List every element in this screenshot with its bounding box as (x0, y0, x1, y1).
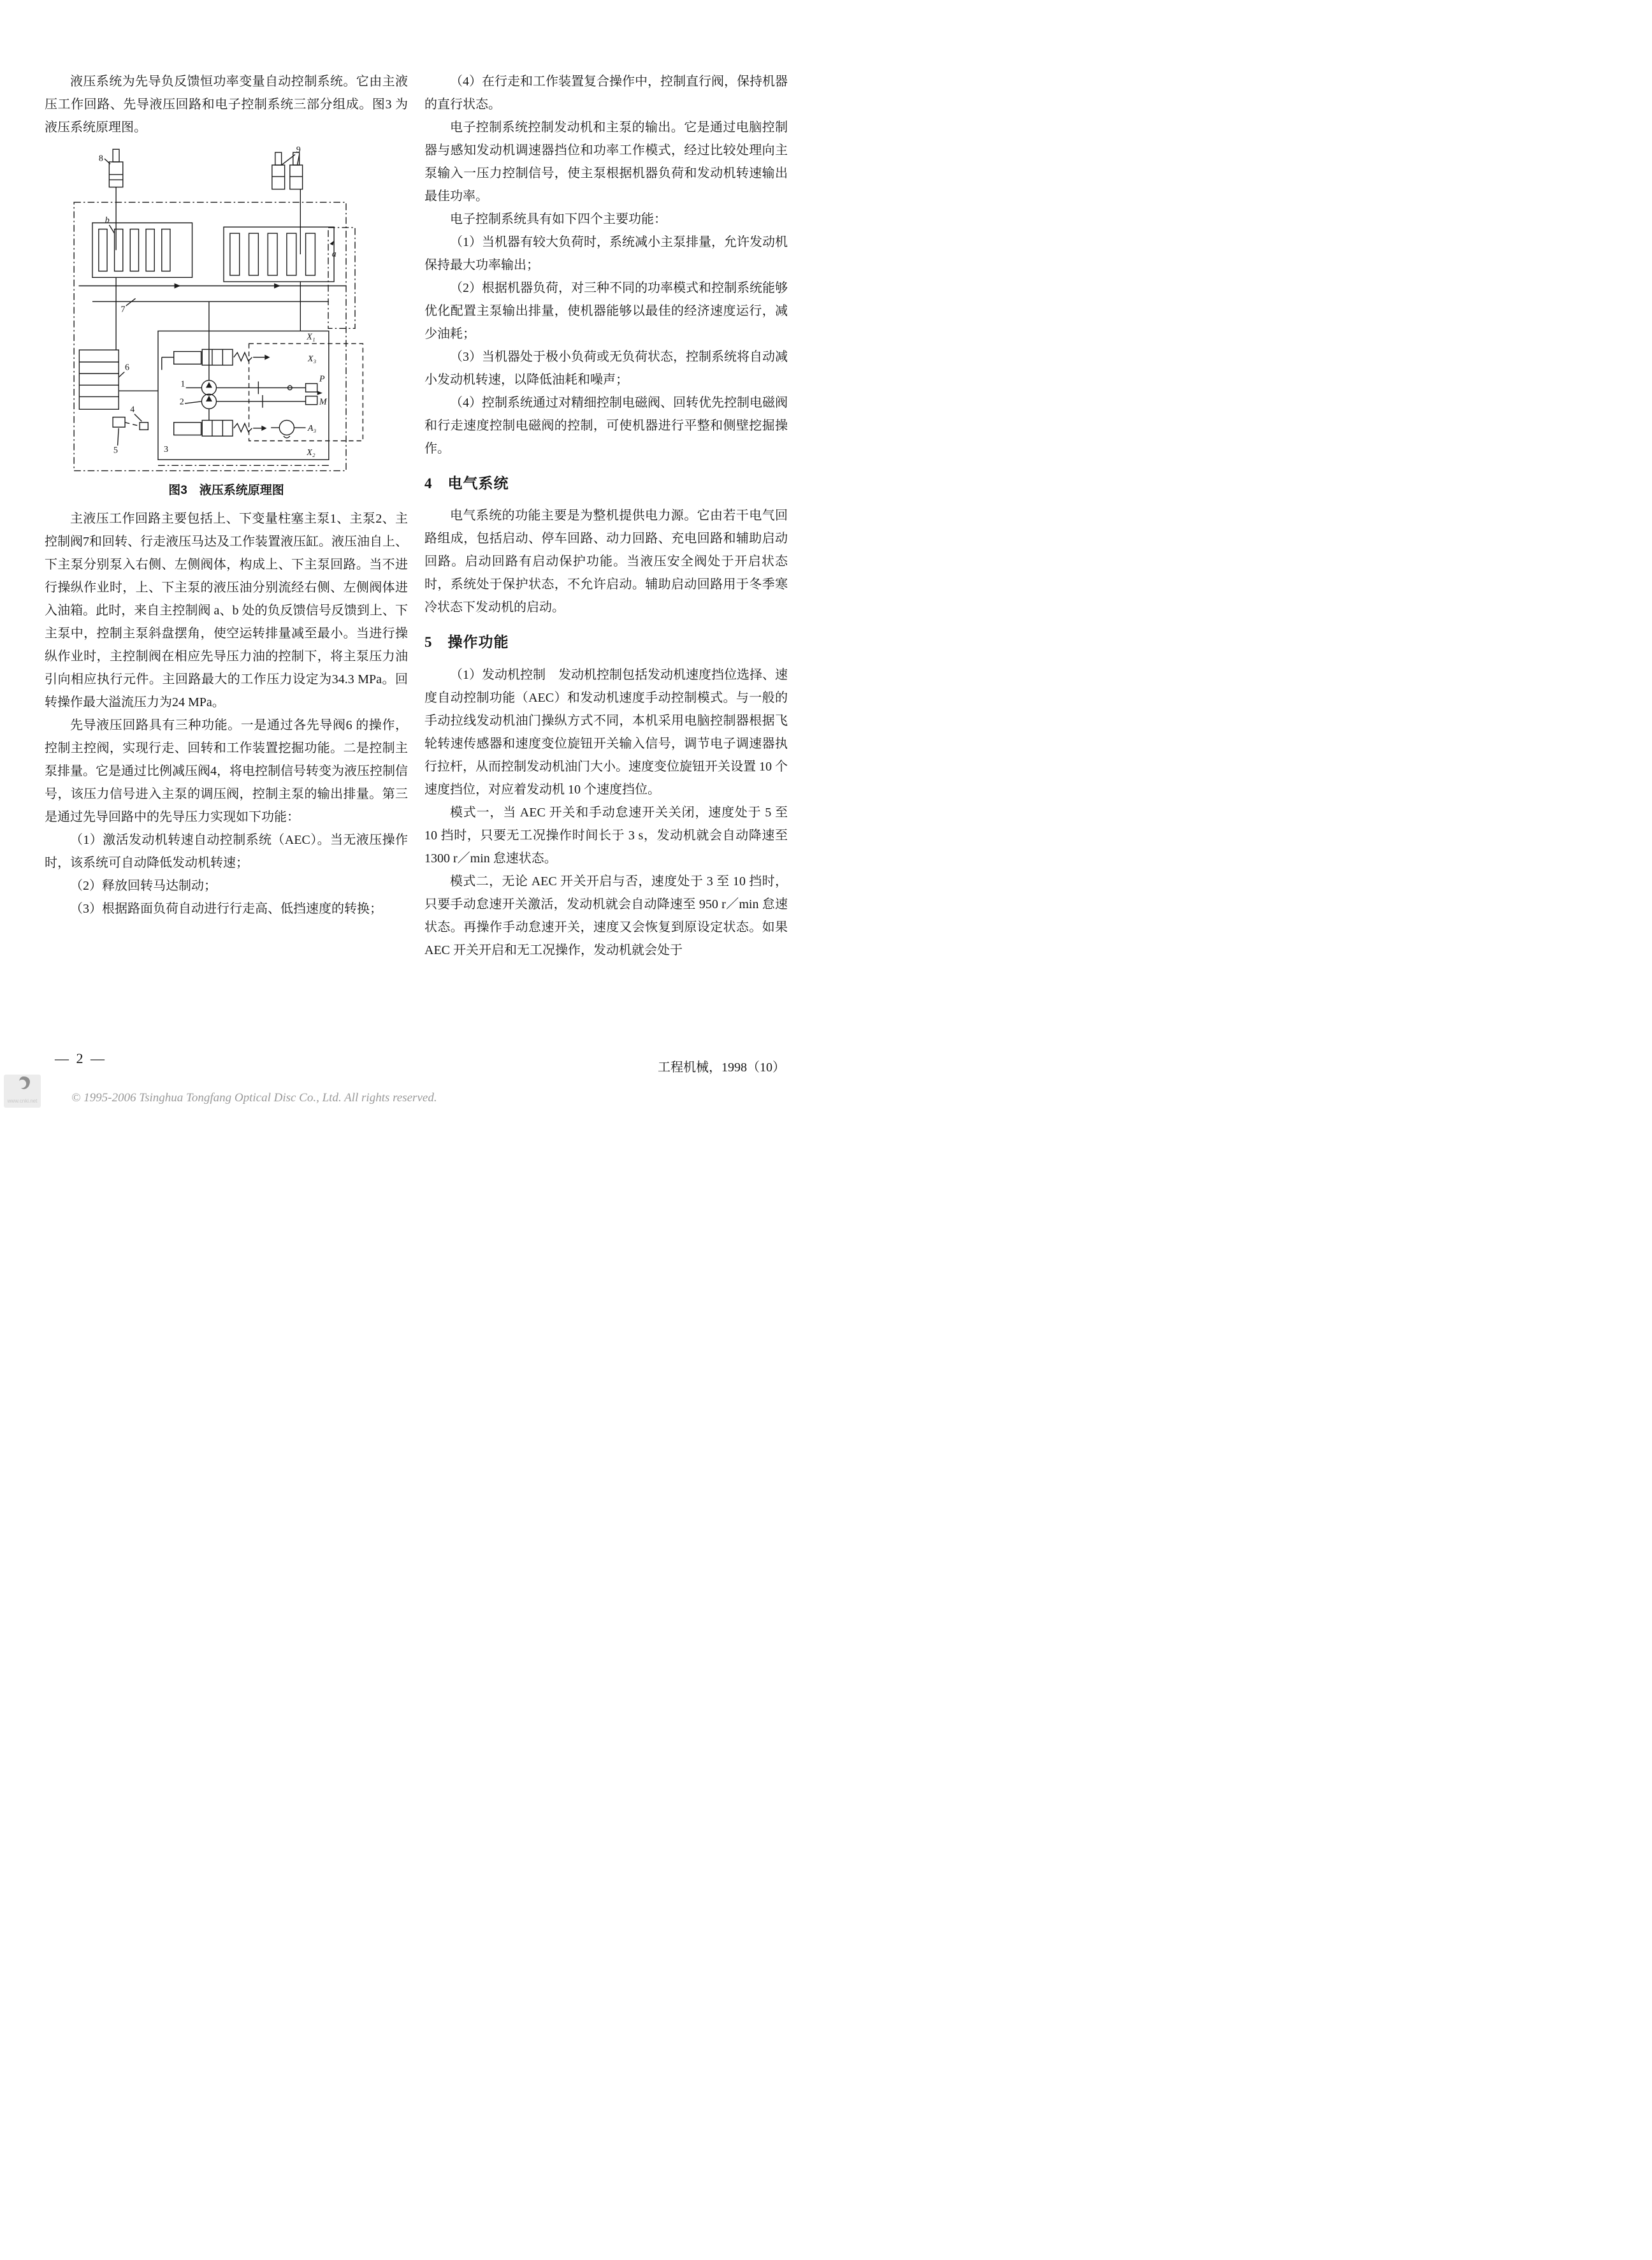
figure-label-x1: X₁ (307, 332, 315, 342)
proportional-valve-4 (140, 423, 148, 430)
paragraph: （1）发动机控制 发动机控制包括发动机速度挡位选择、速度自动控制功能（AEC）和发动机速度手动控制模式。与一般的手动拉线发动机油门操纵方式不同，本机采用电脑控制器根据飞轮转速传感器和速度变位旋钮开关输入信号，调节电子调速器执行拉杆，从而控制发动机油门大小。速度变位旋钮开关设置 10 个速度挡位，对应着发动机 10 个速度挡位。 (424, 667, 788, 797)
paragraph: 主液压工作回路主要包括上、下变量柱塞主泵1、主泵2、主控制阀7和回转、行走液压马达及工作装置液压缸。液压油自上、下主泵分别泵入右侧、左侧阀体，构成上、下主泵回路。当不进行操纵作业时，上、下主泵的液压油分别流经右侧、左侧阀体进入油箱。此时，来自主控制阀 a、b 处的负反馈信号反馈到上、下主泵中，控制主泵斜盘摆角，使空运转排量减至最小。当进行操纵作业时，主控制阀在相应先导压力油的控制下，将主泵压力油引向相应执行元件。主回路最大的工作压力设定为34.3 MPa。回转操作最大溢流压力为24 MPa。 (45, 511, 408, 709)
figure-label-x3: X₃ (307, 354, 317, 365)
pilot-valve-9a-body (272, 165, 285, 189)
paragraph: 液压系统为先导负反馈恒功率变量自动控制系统。它由主液压工作回路、先导液压回路和电子控制系统三部分组成。图3 为液压系统原理图。 (45, 75, 408, 134)
figure-label-a3: A₃ (307, 423, 317, 433)
figure-caption: 图3 液压系统原理图 (168, 484, 284, 498)
two-column-layout (45, 70, 788, 962)
section-heading-5: 5 操作功能 (424, 634, 509, 651)
figure-label-3: 3 (164, 444, 169, 454)
pilot-valve-8-stem (113, 149, 119, 162)
pilot-pump (279, 420, 294, 435)
figure-label-2: 2 (179, 397, 184, 407)
figure-label-5: 5 (113, 445, 118, 456)
figure-label-1: 1 (180, 379, 185, 389)
list-item: （4）在行走和工作装置复合操作中，控制直行阀，保持机器的直行状态。 (424, 75, 788, 112)
controller-box-5 (113, 417, 125, 428)
flow-arrow (175, 283, 181, 288)
arrow (264, 354, 270, 359)
pilot-valve-9b-body (290, 165, 303, 189)
list-item: （3）当机器处于极小负荷或无负荷状态，控制系统将自动减小发动机转速，以降低油耗和噪声； (424, 350, 788, 387)
paragraph: 模式一，当 AEC 开关和手动怠速开关关闭，速度处于 5 至 10 挡时，只要无工况操作时间长于 3 s，发动机就会自动降速至 1300 r／min 怠速状态。 (424, 805, 788, 866)
figure-label-b: b (105, 215, 110, 226)
port-m-box (306, 396, 317, 405)
drain (284, 436, 290, 438)
list-item: （3）根据路面负荷自动进行行走高、低挡速度的转换； (70, 901, 382, 916)
figure-label-4: 4 (130, 405, 135, 415)
figure-label-8: 8 (98, 154, 103, 164)
copyright-notice: © 1995-2006 Tsinghua Tongfang Optical Disc Co., Ltd. All rights reserved. (71, 1091, 437, 1105)
list-item: （2）释放回转马达制动； (70, 878, 217, 893)
paragraph: 模式二，无论 AEC 开关开启与否，速度处于 3 至 10 挡时，只要手动怠速开关激活，发动机就会自动降速至 950 r／min 怠速状态。再操作手动怠速开关，速度又会恢复到原设定状态。如果 AEC 开关开启和无工况操作，发动机就会处于 (424, 874, 788, 957)
arrow (330, 241, 334, 245)
figure-label-a: a (331, 249, 337, 259)
figure-3 (45, 144, 408, 502)
journal-reference: 工程机械，1998（10） (658, 1061, 785, 1075)
list-item: （1）激活发动机转速自动控制系统（AEC）。当无液压操作时，该系统可自动降低发动机转速； (45, 832, 408, 870)
pilot-valve-9a-stem (275, 152, 282, 165)
figure-label-6: 6 (125, 363, 130, 373)
paragraph: 电子控制系统具有如下四个主要功能： (450, 212, 667, 226)
figure-label-m: M (319, 397, 327, 407)
figure-label-7: 7 (120, 305, 126, 315)
paragraph: 电气系统的功能主要是为整机提供电力源。它由若干电气回路组成，包括启动、停车回路、动力回路、充电回路和辅助启动回路。启动回路有启动保护功能。当液压安全阀处于开启状态时，系统处于保护状态，不允许启动。辅助启动回路用于冬季寒冷状态下发动机的启动。 (424, 509, 788, 615)
tank-block (79, 350, 119, 409)
right-column (424, 70, 788, 962)
left-column (45, 70, 408, 962)
list-item: （4）控制系统通过对精细控制电磁阀、回转优先控制电磁阀和行走速度控制电磁阀的控制，可使机器进行平整和侧壁挖掘操作。 (424, 396, 788, 456)
figure-label-x2: X₂ (307, 447, 315, 458)
scanned-journal-page (0, 0, 826, 1130)
page-number: — 2 — (55, 1050, 106, 1066)
flow-arrow (274, 283, 280, 288)
figure-label-p: P (319, 374, 325, 384)
hydraulic-schematic (71, 144, 376, 477)
paragraph: 先导液压回路具有三种功能。一是通过各先导阀6 的操作，控制主控阀，实现行走、回转和工作装置挖掘功能。二是控制主泵排量。它是通过比例减压阀4，将电控制信号转变为液压控制信号，该压力信号进入主泵的调压阀，控制主泵的输出排量。第三是通过先导回路中的先导压力实现如下功能： (45, 718, 408, 824)
cnki-swirl-icon (10, 1075, 35, 1096)
paragraph: 电子控制系统控制发动机和主泵的输出。它是通过电脑控制器与感知发动机调速器挡位和功率工作模式，经过比较处理向主泵输入一压力控制信号，使主泵根据机器负荷和发动机转速输出最佳功率。 (424, 120, 788, 203)
cnki-logo (4, 1075, 41, 1108)
watermark-url: www.cnki.net (7, 1098, 38, 1104)
list-item: （2）根据机器负荷，对三种不同的功率模式和控制系统能够优化配置主泵输出排量，使机器能够以最佳的经济速度运行，减少油耗； (424, 281, 788, 341)
section-heading-4: 4 电气系统 (424, 475, 509, 491)
right-valve-body (224, 227, 334, 282)
port-p-box (306, 384, 317, 392)
figure-label-9: 9 (296, 145, 301, 156)
list-item: （1）当机器有较大负荷时，系统减小主泵排量，允许发动机保持最大功率输出； (424, 235, 788, 272)
